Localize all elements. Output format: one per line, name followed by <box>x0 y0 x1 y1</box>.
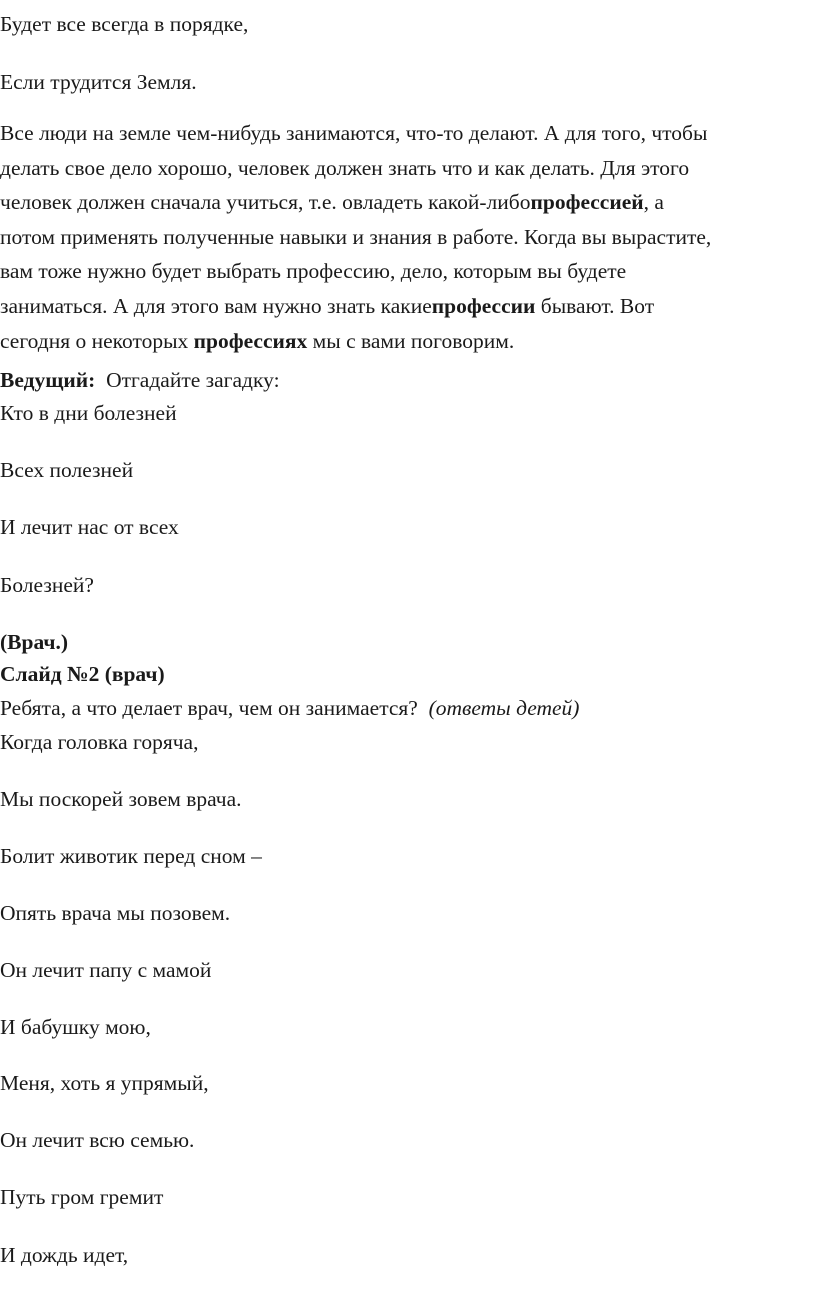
paragraph-line: Все люди на земле чем-нибудь занимаются, что-то делают. А для того, чтобы <box>0 121 708 145</box>
text-line: Будет все всегда в порядке, <box>0 12 249 36</box>
poem-line: Он лечит папу с мамой <box>0 958 212 982</box>
poem-line: Когда головка горяча, <box>0 730 199 754</box>
poem-line: Мы поскорей зовем врача. <box>0 787 242 811</box>
bold-term: профессиях <box>193 328 308 353</box>
riddle-line: Болезней? <box>0 573 94 597</box>
riddle-line: Всех полезней <box>0 458 134 482</box>
host-line <box>0 370 280 392</box>
poem-line: Путь гром гремит <box>0 1185 164 1209</box>
poem-line: Опять врача мы позовем. <box>0 901 231 925</box>
bold-term: профессией <box>530 190 644 215</box>
intro-paragraph <box>0 116 814 358</box>
paragraph-line <box>0 185 814 220</box>
poem-line: Меня, хоть я упрямый, <box>0 1071 209 1095</box>
riddle-line: И лечит нас от всех <box>0 515 179 539</box>
paragraph-text: бывают. Вот <box>535 293 655 318</box>
paragraph-line <box>0 289 814 324</box>
riddle-line: Кто в дни болезней <box>0 401 177 425</box>
paragraph-text: заниматься. А для этого вам нужно знать какие <box>0 293 432 318</box>
paragraph-text: , а <box>643 190 664 215</box>
host-label: Ведущий: <box>0 368 96 392</box>
slide-heading: Слайд №2 (врач) <box>0 662 165 686</box>
bold-term: профессии <box>431 293 536 318</box>
paragraph-line <box>0 324 814 359</box>
paragraph-text: мы с вами поговорим. <box>307 328 515 353</box>
paragraph-text: человек должен сначала учиться, т.е. овладеть какой-либо <box>0 190 531 215</box>
paragraph-line: вам тоже нужно будет выбрать профессию, дело, которым вы будете <box>0 259 627 284</box>
poem-line: И дождь идет, <box>0 1243 129 1267</box>
question-note: (ответы детей) <box>428 696 580 720</box>
text-line: Если трудится Земля. <box>0 70 197 94</box>
paragraph-line: потом применять полученные навыки и знания в работе. Когда вы вырастите, <box>0 224 712 249</box>
riddle-answer: (Врач.) <box>0 630 69 654</box>
paragraph-text: сегодня о некоторых <box>0 328 194 353</box>
question-line <box>0 698 579 720</box>
paragraph-line: делать свое дело хорошо, человек должен знать что и как делать. Для этого <box>0 155 690 180</box>
question-text: Ребята, а что делает врач, чем он занимается? <box>0 696 429 720</box>
poem-line: Болит животик перед сном – <box>0 844 262 868</box>
poem-line: Он лечит всю семью. <box>0 1128 195 1152</box>
host-text: Отгадайте загадку: <box>95 368 280 392</box>
poem-line: И бабушку мою, <box>0 1015 151 1039</box>
